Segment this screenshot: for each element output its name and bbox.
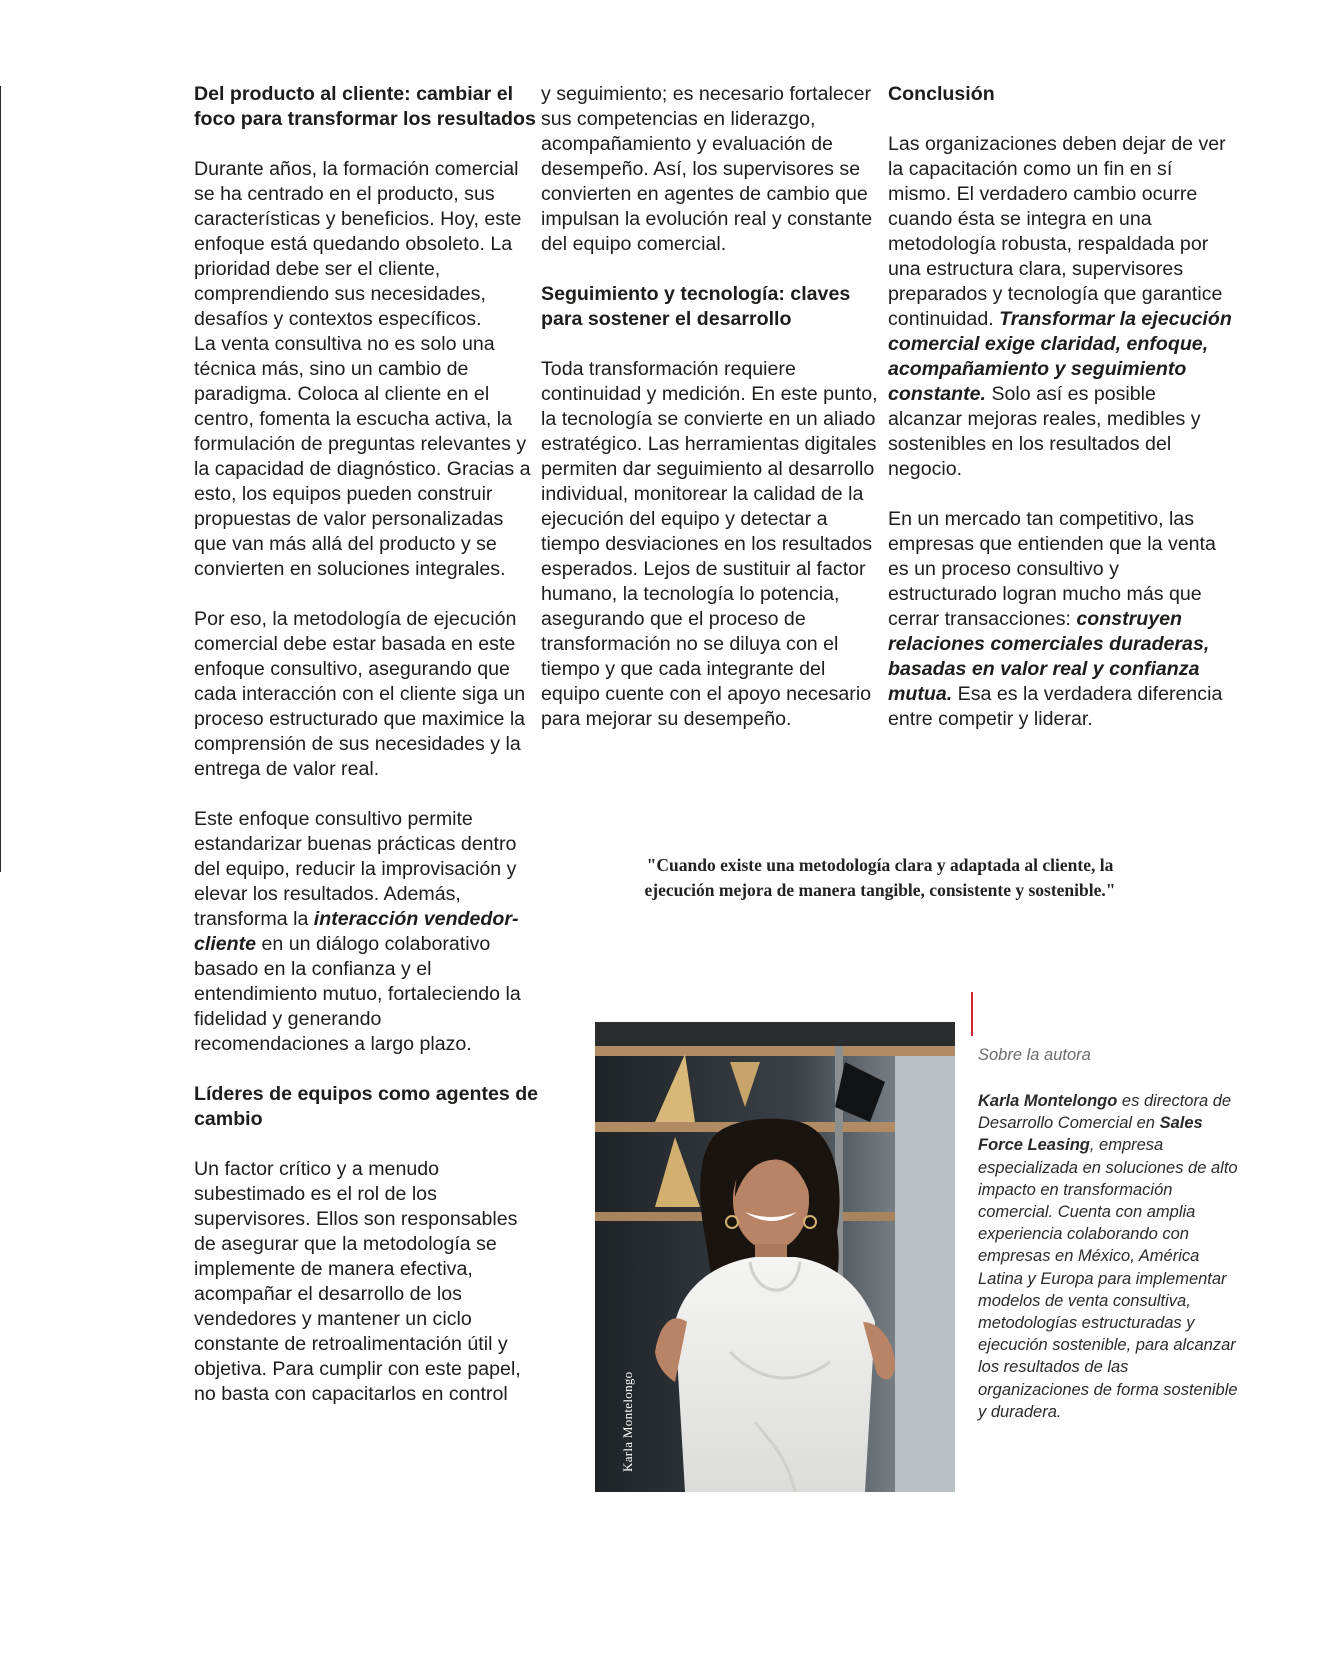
author-accent-rule <box>971 992 973 1036</box>
paragraph: Este enfoque consultivo permite estandarizar buenas prácticas dentro del equipo, reducir la improvisación y elevar los resultados. Además, transforma la interacción vendedor-cliente en un diálogo colaborativo basado en la confianza y el entendimiento mutuo, fortaleciendo la fidelidad y generando recomendaciones a largo plazo. <box>194 808 521 1055</box>
author-photo <box>595 1022 955 1492</box>
pull-quote <box>560 853 1200 903</box>
section-heading-conclusion: Conclusión <box>888 83 995 105</box>
paragraph: y seguimiento; es necesario fortalecer sus competencias en liderazgo, acompañamiento y evaluación de desempeño. Así, los supervisores se convierten en agentes de cambio que impulsan la evolución real y constante del equipo comercial. <box>541 83 873 255</box>
author-bio: Karla Montelongo es directora de Desarrollo Comercial en Sales Force Leasing, empresa especializada en soluciones de alto impacto en transformación comercial. Cuenta con amplia experiencia colaborando con empresas en México, América Latina y Europa para implementar modelos de venta consultiva, metodologías estructuradas y ejecución sostenible, para alcanzar los resultados de las organizaciones de forma sostenible y duradera. <box>978 1092 1238 1421</box>
pull-quote-line: "Cuando existe una metodología clara y adaptada al cliente, la <box>646 855 1114 875</box>
emphasis-text: Transformar la ejecución comercial exige claridad, enfoque, acompañamiento y seguimiento constante. <box>888 308 1232 405</box>
paragraph: Las organizaciones deben dejar de ver la capacitación como un fin en sí mismo. El verdadero cambio ocurre cuando ésta se integra en una metodología robusta, respaldada por una estructura clara, supervisores preparados y tecnología que garantice continuidad. Transformar la ejecución comercial exige claridad, enfoque, acompañamiento y seguimiento constante. Solo así es posible alcanzar mejoras reales, medibles y sostenibles en los resultados del negocio. <box>888 133 1232 480</box>
left-margin-rule <box>0 86 1 872</box>
paragraph: Toda transformación requiere continuidad y medición. En este punto, la tecnología se convierte en un aliado estratégico. Las herramientas digitales permiten dar seguimiento al desarrollo individual, monitorear la calidad de la ejecución del equipo y detectar a tiempo desviaciones en los resultados esperados. Lejos de sustituir al factor humano, la tecnología lo potencia, asegurando que el proceso de transformación no se diluya con el tiempo y que cada integrante del equipo cuente con el apoyo necesario para mejorar su desempeño. <box>541 358 878 730</box>
paragraph: Durante años, la formación comercial se ha centrado en el producto, sus características y beneficios. Hoy, este enfoque está quedando obsoleto. La prioridad debe ser el cliente, comprendiendo sus necesidades, desafíos y contextos específicos. <box>194 158 522 330</box>
paragraph: En un mercado tan competitivo, las empresas que entienden que la venta es un proceso consultivo y estructurado logran mucho más que cerrar transacciones: construyen relaciones comerciales duraderas, basadas en valor real y confianza mutua. Esa es la verdadera diferencia entre competir y liderar. <box>888 508 1223 730</box>
pull-quote-line: ejecución mejora de manera tangible, consistente y sostenible." <box>644 880 1116 900</box>
emphasis-text: interacción vendedor-cliente <box>194 908 519 955</box>
photo-credit: Karla Montelongo <box>620 1371 635 1472</box>
paragraph: Un factor crítico y a menudo subestimado es el rol de los supervisores. Ellos son responsables de asegurar que la metodología se implemente de manera efectiva, acompañar el desarrollo de los vendedores y mantener un ciclo constante de retroalimentación útil y objetiva. Para cumplir con este papel, no basta con capacitarlos en control <box>194 1158 521 1405</box>
paragraph: La venta consultiva no es solo una técnica más, sino un cambio de paradigma. Coloca al cliente en el centro, fomenta la escucha activa, la formulación de preguntas relevantes y la capacidad de diagnóstico. Gracias a esto, los equipos pueden construir propuestas de valor personalizadas que van más allá del producto y se convierten en soluciones integrales. <box>194 333 531 580</box>
emphasis-text: construyen relaciones comerciales duraderas, basadas en valor real y confianza mutua. <box>888 608 1210 705</box>
section-heading-seguimiento: Seguimiento y tecnología: claves para sostener el desarrollo <box>541 283 851 330</box>
author-name: Karla Montelongo <box>978 1092 1118 1110</box>
section-heading-producto-cliente: Del producto al cliente: cambiar el foco para transformar los resultados <box>194 83 536 130</box>
paragraph: Por eso, la metodología de ejecución comercial debe estar basada en este enfoque consultivo, asegurando que cada interacción con el cliente siga un proceso estructurado que maximice la comprensión de sus necesidades y la entrega de valor real. <box>194 608 526 780</box>
section-heading-lideres: Líderes de equipos como agentes de cambio <box>194 1083 539 1130</box>
article-column-3 <box>888 82 1233 732</box>
company-name: Sales Force Leasing <box>978 1114 1203 1155</box>
article-column-2 <box>541 82 886 732</box>
article-column-1 <box>194 82 539 1407</box>
author-section-heading: Sobre la autora <box>978 1046 1091 1064</box>
